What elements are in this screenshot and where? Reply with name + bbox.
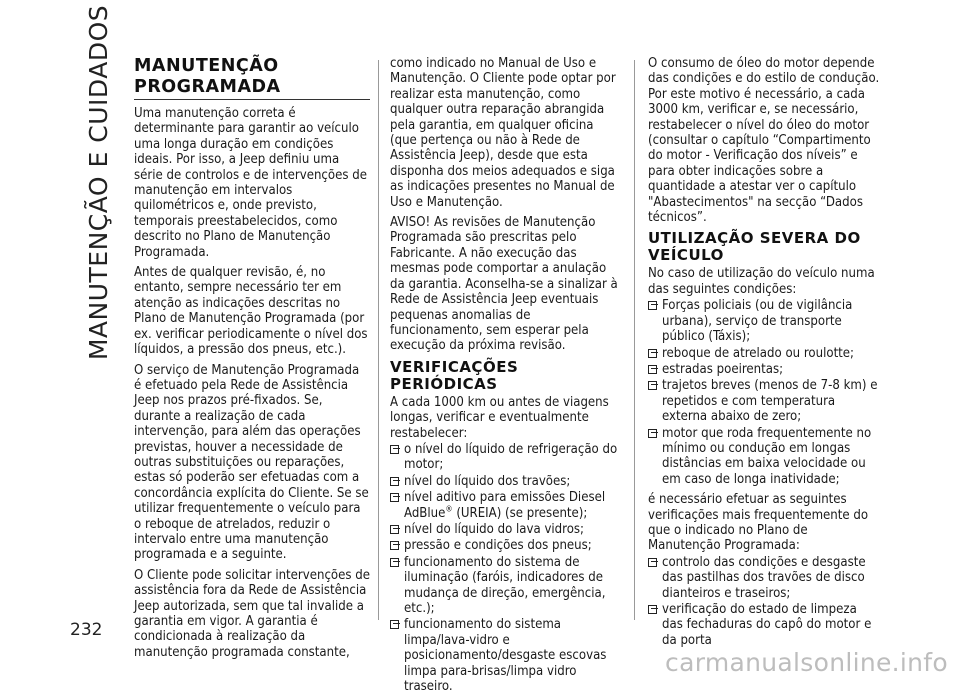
checklist-item: trajetos breves (menos de 7-8 km) e repetidos e com temperatura externa abaixo de zero; [648,378,880,424]
checklist-item: nível do líquido dos travões; [390,474,624,489]
checkbox-icon [390,558,399,567]
checkbox-icon [390,477,399,486]
checkbox-icon [648,349,657,358]
checkbox-icon [390,541,399,550]
checklist-item: reboque de atrelado ou roulotte; [648,346,880,361]
heading-line: PROGRAMADA [134,77,370,100]
column-divider [378,60,379,620]
checklist-item: motor que roda frequentemente no mínimo ou condução em longas distâncias em baixa velocidade ou em caso de longa inatividade; [648,426,880,488]
paragraph: O Cliente pode solicitar intervenções de assistência fora da Rede de Assistência Jeep autorizada, sem que tal invalide a garantia em vigor. A garantia é condicionada à realização da manutenção programada constante, [134,567,370,660]
checkbox-icon [648,429,657,438]
paragraph: como indicado no Manual de Uso e Manutenção. O Cliente pode optar por realizar esta manutenção, como qualquer outra reparação abrangida pela garantia, em qualquer oficina (que pertença ou não à Rede de Assistência Jeep), desde que esta disponha dos meios adequados e siga as indicações presentes no Manual de Uso e Manutenção. [390,56,616,210]
warning-paragraph: AVISO! As revisões de Manutenção Programada são prescritas pelo Fabricante. A não execução das mesmas pode comportar a anulação da garantia. Aconselha-se a sinalizar à Rede de Assistência Jeep eventuais pequenas anomalias de funcionamento, sem esperar pela execução da próxima revisão. [390,215,618,354]
checkbox-icon [648,301,657,310]
checkbox-icon [648,365,657,374]
checkbox-icon [648,381,657,390]
paragraph: A cada 1000 km ou antes de viagens longas, verificar e eventualmente restabelecer: [390,394,609,441]
section-heading-manutencao [134,56,370,100]
checklist-item: o nível do líquido de refrigeração do motor; [390,442,624,473]
checklist-item: verificação do estado de limpeza das fechaduras do capô do motor e da porta [648,602,880,648]
checkbox-icon [390,445,399,454]
column-1 [134,56,370,665]
heading-line: MANUTENÇÃO [134,56,279,76]
checklist-item: Forças policiais (ou de vigilância urbana), serviço de transporte público (Táxis); [648,298,880,344]
checklist-item: nível do líquido do lava vidros; [390,522,624,537]
column-divider [634,60,635,620]
paragraph: Uma manutenção correta é determinante para garantir ao veículo uma longa duração em condições ideais. Por isso, a Jeep definiu uma série de controlos e de intervenções de manutenção em intervalos quilométricos e, onde previsto, temporais preestabelecidos, como descrito no Plano de Manutenção Programada. [134,106,367,260]
watermark-text: carmanualsonline.info [665,648,948,677]
checkbox-icon [390,620,399,629]
registered-mark: ® [445,504,453,514]
checklist-item: controlo das condições e desgaste das pastilhas dos travões de disco dianteiros e traseiros; [648,555,880,601]
section-heading-utilizacao-severa [648,230,880,264]
checklist-item: nível aditivo para emissões Diesel AdBlue® (UREIA) (se presente); [390,490,624,521]
checkbox-icon [648,605,657,614]
paragraph: Antes de qualquer revisão, é, no entanto, sempre necessário ter em atenção as indicações descritas no Plano de Manutenção Programada (por ex. verificar periodicamente o nível dos líquidos, a pressão dos pneus, etc.). [134,265,368,358]
heading-line: VEÍCULO [648,246,724,265]
checklist-item: funcionamento do sistema de iluminação (faróis, indicadores de mudança de direção, emergência, etc.); [390,555,624,617]
chapter-side-title [81,4,117,360]
heading-line: UTILIZAÇÃO SEVERA DO [648,229,861,248]
paragraph: é necessário efetuar as seguintes verificações mais frequentemente do que o indicado no Plano de Manutenção Programada: [648,492,869,554]
chapter-title-text: MANUTENÇÃO E CUIDADOS [84,4,114,360]
column-3 [648,56,880,649]
checklist-item: funcionamento do sistema limpa/lava-vidro e posicionamento/desgaste escovas limpa para-brisas/limpa vidro traseiro. [390,617,624,694]
paragraph: O consumo de óleo do motor depende das condições e do estilo de condução. Por este motivo é necessário, a cada 3000 km, verificar e, se necessário, restabelecer o nível do óleo do motor (consultar o capítulo “Compartimento do motor - Verificação dos níveis” e para obter indicações sobre a quantidade a atestar ver o capítulo "Abastecimentos" na secção “Dados técnicos”. [648,56,880,226]
checkbox-icon [648,558,657,567]
checklist-item: estradas poeirentas; [648,362,880,377]
checkbox-icon [390,525,399,534]
column-2 [390,56,624,695]
checkbox-icon [390,493,399,502]
checklist-item: pressão e condições dos pneus; [390,538,624,553]
paragraph: No caso de utilização do veículo numa das seguintes condições: [648,266,875,297]
page-number: 232 [70,620,103,640]
section-heading-verificacoes: VERIFICAÇÕES PERIÓDICAS [390,357,519,393]
paragraph: O serviço de Manutenção Programada é efetuado pela Rede de Assistência Jeep nos prazos pré-fixados. Se, durante a realização de cada intervenção, para além das operações previstas, houver a necessidade de outras substituições ou reparações, estas só poderão ser efetuadas com a concordância explícita do Cliente. Se se utilizar frequentemente o veículo para o reboque de atrelados, reduzir o intervalo entre uma manutenção programada e a seguinte. [134,362,369,563]
